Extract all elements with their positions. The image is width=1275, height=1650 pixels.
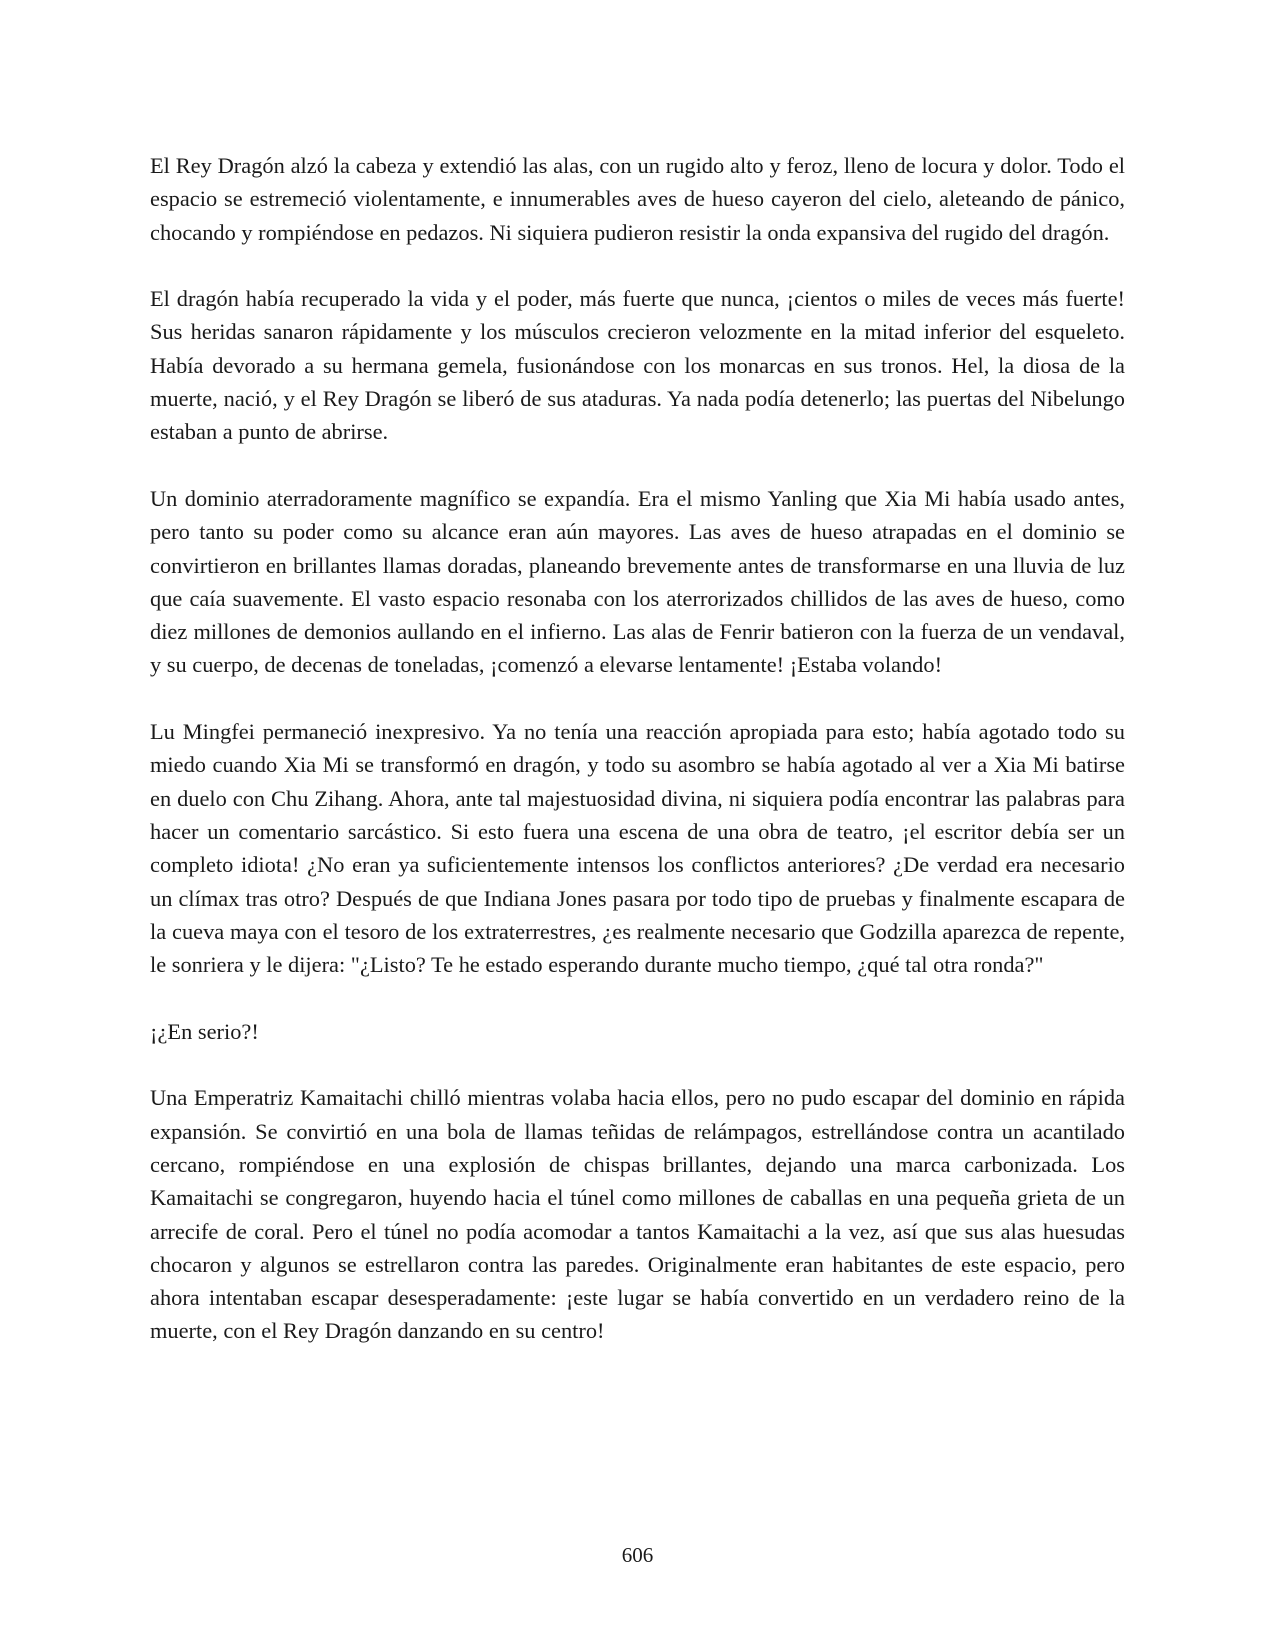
- paragraph-5: ¡¿En serio?!: [150, 1018, 259, 1044]
- paragraph-6: Una Emperatriz Kamaitachi chilló mientras volaba hacia ellos, pero no pudo escapar del dominio en rápida expansión. Se convirtió en una bola de llamas teñidas de relámpagos, estrellándose contra un acantilado cercano, rompiéndose en una explosión de chispas brillantes, dejando una marca carbonizada. Los Kamaitachi se congregaron, huyendo hacia el túnel como millones de caballas en una pequeña grieta de un arrecife de coral. Pero el túnel no podía acomodar a tantos Kamaitachi a la vez, así que sus alas huesudas chocaron y algunos se estrellaron contra las paredes. Originalmente eran habitantes de este espacio, pero ahora intentaban escapar desesperadamente: ¡este lugar se había convertido en un verdadero reino de la muerte, con el Rey Dragón danzando en su centro!: [150, 1085, 1125, 1344]
- body-text: [150, 149, 1125, 1348]
- paragraph-2: El dragón había recuperado la vida y el poder, más fuerte que nunca, ¡cientos o miles de veces más fuerte! Sus heridas sanaron rápidamente y los músculos crecieron velozmente en la mitad inferior del esqueleto. Había devorado a su hermana gemela, fusionándose con los monarcas en sus tronos. Hel, la diosa de la muerte, nació, y el Rey Dragón se liberó de sus ataduras. Ya nada podía detenerlo; las puertas del Nibelungo estaban a punto de abrirse.: [150, 286, 1125, 445]
- paragraph-3: Un dominio aterradoramente magnífico se expandía. Era el mismo Yanling que Xia Mi había usado antes, pero tanto su poder como su alcance eran aún mayores. Las aves de hueso atrapadas en el dominio se convirtieron en brillantes llamas doradas, planeando brevemente antes de transformarse en una lluvia de luz que caía suavemente. El vasto espacio resonaba con los aterrorizados chillidos de las aves de hueso, como diez millones de demonios aullando en el infierno. Las alas de Fenrir batieron con la fuerza de un vendaval, y su cuerpo, de decenas de toneladas, ¡comenzó a elevarse lentamente! ¡Estaba volando!: [150, 485, 1125, 678]
- page-number: 606: [621, 1543, 654, 1567]
- paragraph-1: El Rey Dragón alzó la cabeza y extendió las alas, con un rugido alto y feroz, lleno de locura y dolor. Todo el espacio se estremeció violentamente, e innumerables aves de hueso cayeron del cielo, aleteando de pánico, chocando y rompiéndose en pedazos. Ni siquiera pudieron resistir la onda expansiva del rugido del dragón.: [150, 153, 1125, 245]
- paragraph-4: Lu Mingfei permaneció inexpresivo. Ya no tenía una reacción apropiada para esto; había agotado todo su miedo cuando Xia Mi se transformó en dragón, y todo su asombro se había agotado al ver a Xia Mi batirse en duelo con Chu Zihang. Ahora, ante tal majestuosidad divina, ni siquiera podía encontrar las palabras para hacer un comentario sarcástico. Si esto fuera una escena de una obra de teatro, ¡el escritor debía ser un completo idiota! ¿No eran ya suficientemente intensos los conflictos anteriores? ¿De verdad era necesario un clímax tras otro? Después de que Indiana Jones pasara por todo tipo de pruebas y finalmente escapara de la cueva maya con el tesoro de los extraterrestres, ¿es realmente necesario que Godzilla aparezca de repente, le sonriera y le dijera: "¿Listo? Te he estado esperando durante mucho tiempo, ¿qué tal otra ronda?": [150, 719, 1125, 978]
